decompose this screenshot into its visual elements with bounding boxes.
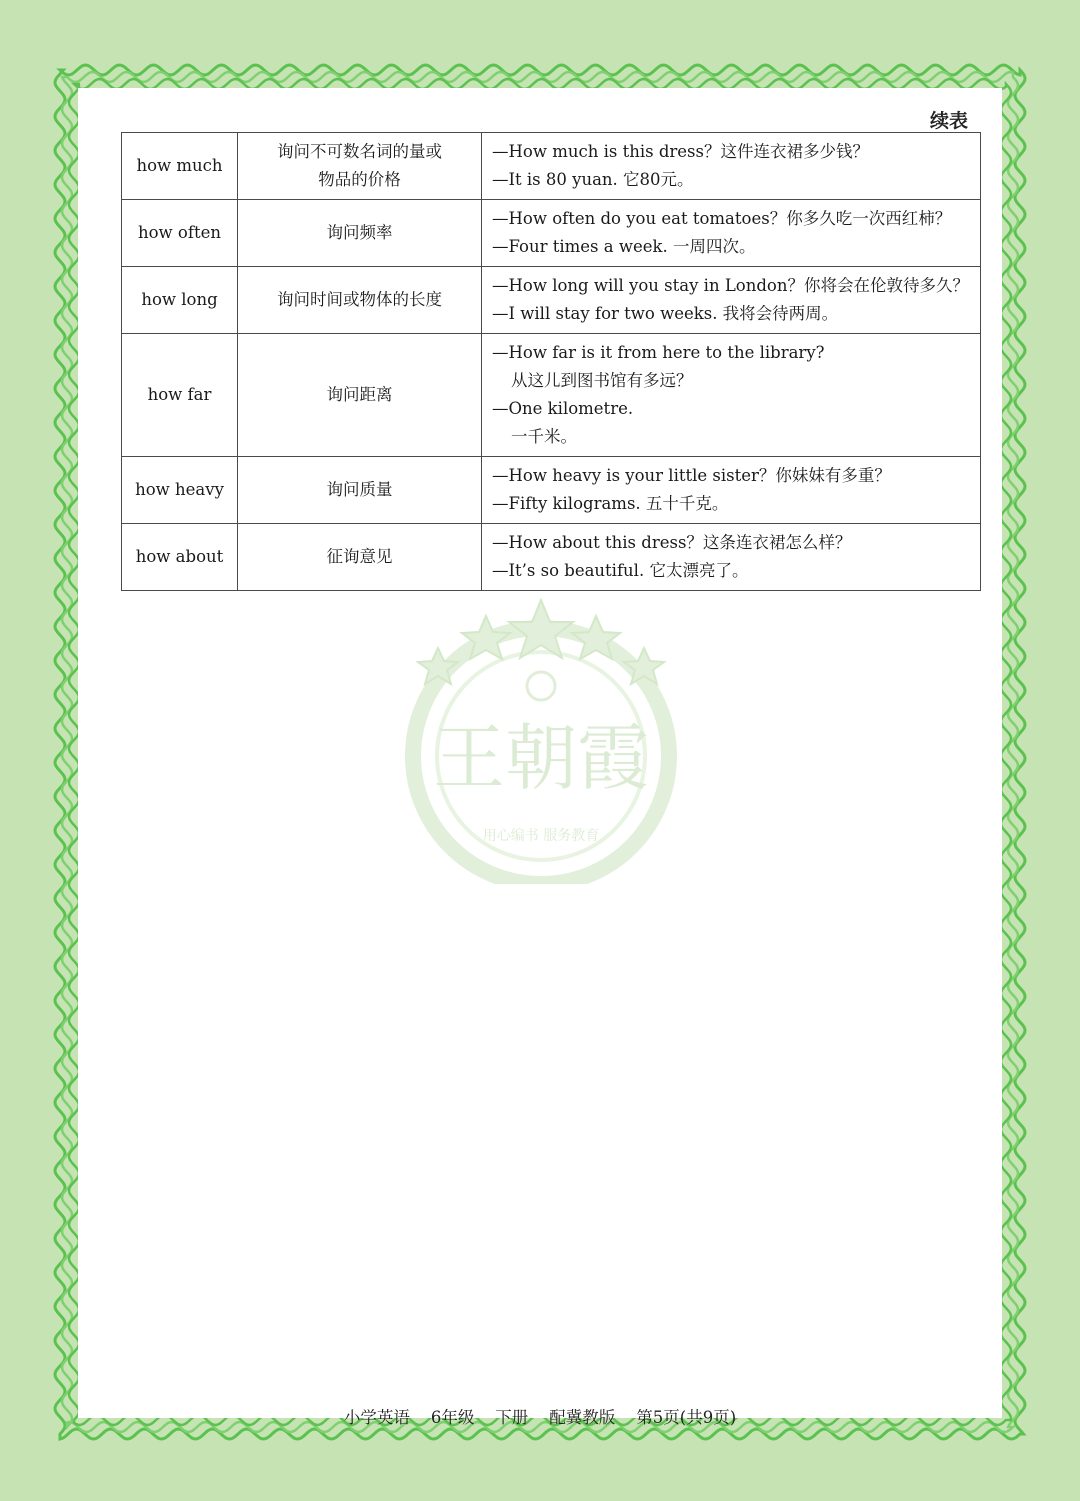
example-sentence: —I will stay for two weeks. 我将会待两周。 [492, 304, 839, 323]
example-sentence: —How long will you stay in London？你将会在伦敦待多久？ [492, 276, 969, 295]
watermark-slogan-text: 用心编书 服务教育 [482, 828, 600, 844]
example-sentence: —How about this dress？这条连衣裙怎么样？ [492, 533, 852, 552]
usage-line: 询问频率 [326, 223, 393, 242]
table-row [122, 334, 981, 457]
example-cell [482, 133, 981, 200]
table-row [122, 457, 981, 524]
continued-label: 续表 [929, 110, 968, 132]
question-word-cell: how heavy [122, 457, 238, 524]
question-word-cell: how much [122, 133, 238, 200]
example-sentence: —One kilometre. [492, 399, 634, 418]
example-cell [482, 457, 981, 524]
question-word-cell: how long [122, 267, 238, 334]
page-footer: 小学英语 6年级 下册 配冀教版 第5页(共9页) [343, 1408, 737, 1427]
usage-line: 询问距离 [326, 385, 393, 404]
example-sentence: —How heavy is your little sister？你妹妹有多重？ [492, 466, 891, 485]
table-row [122, 267, 981, 334]
table-row [122, 524, 981, 591]
question-word-cell: how about [122, 524, 238, 591]
usage-line: 询问质量 [326, 480, 393, 499]
usage-cell [238, 267, 482, 334]
table-row [122, 133, 981, 200]
usage-cell [238, 457, 482, 524]
table-row [122, 200, 981, 267]
question-word-cell: how far [122, 334, 238, 457]
usage-cell [238, 334, 482, 457]
example-sentence: —Fifty kilograms. 五十千克。 [492, 494, 729, 513]
example-sentence: —How much is this dress？这件连衣裙多少钱？ [492, 142, 869, 161]
usage-cell [238, 200, 482, 267]
brand-watermark-logo [398, 598, 684, 884]
usage-line: 物品的价格 [318, 170, 401, 189]
example-cell [482, 267, 981, 334]
usage-cell [238, 524, 482, 591]
question-word-table [121, 132, 981, 591]
question-word-cell: how often [122, 200, 238, 267]
usage-line: 询问不可数名词的量或 [277, 142, 442, 161]
usage-line: 征询意见 [326, 547, 393, 566]
example-cell [482, 524, 981, 591]
example-cell [482, 334, 981, 457]
example-sentence: —It’s so beautiful. 它太漂亮了。 [492, 561, 749, 580]
example-cell [482, 200, 981, 267]
example-sentence: —How far is it from here to the library? [492, 343, 825, 362]
example-sentence: —How often do you eat tomatoes？你多久吃一次西红柿？ [492, 209, 952, 228]
example-sentence: 一千米。 [511, 427, 577, 446]
example-sentence: —Four times a week. 一周四次。 [492, 237, 756, 256]
usage-cell [238, 133, 482, 200]
example-sentence: —It is 80 yuan. 它80元。 [492, 170, 694, 189]
watermark-brand-text: 王朝霞 [432, 716, 650, 800]
example-sentence: 从这儿到图书馆有多远？ [511, 371, 693, 390]
usage-line: 询问时间或物体的长度 [277, 290, 442, 309]
